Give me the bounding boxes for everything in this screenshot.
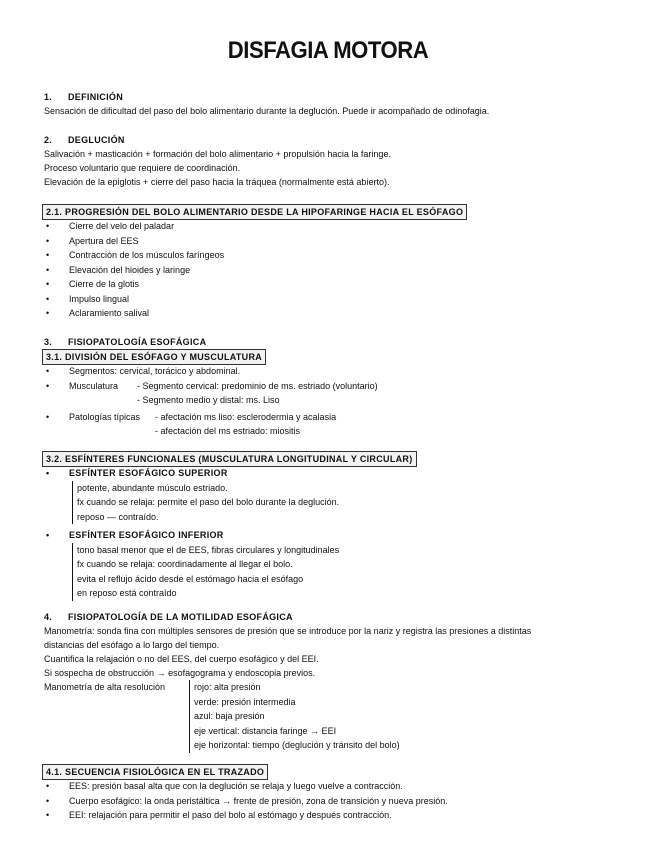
bracket-line: fx cuando se relaja: coordinadamente al llegar el bolo.	[77, 559, 293, 569]
bracket-line: fx cuando se relaja: permite el paso del bolo durante la deglución.	[77, 497, 340, 507]
page-title: DISFAGIA MOTORA	[227, 37, 429, 64]
subsection-heading-box: 2.1. PROGRESIÓN DEL BOLO ALIMENTARIO DESDE LA HIPOFARINGE HACIA EL ESÓFAGO	[42, 204, 467, 220]
bracket-line: reposo — contraído.	[77, 511, 159, 522]
list-item: • Apertura del EES	[44, 234, 636, 249]
section-heading: 3. FISIOPATOLOGÍA ESOFÁGICA	[44, 337, 207, 347]
list-item: • ESFÍNTER ESOFÁGICO INFERIOR	[44, 528, 636, 543]
list-item: • ESFÍNTER ESOFÁGICO SUPERIOR	[44, 466, 636, 481]
list-item: • Elevación del hioides y laringe	[44, 263, 636, 278]
bracket-line: en reposo está contraído	[77, 588, 177, 598]
high-resolution-block	[44, 680, 636, 752]
paragraph-line: Elevación de la epiglotis + cierre del paso hacia la tráquea (normalmente está abierto).	[44, 177, 390, 187]
list-item: • Musculatura - Segmento cervical: predominio de ms. estriado (voluntario)	[44, 379, 636, 394]
high-resolution-label: Manometría de alta resolución	[44, 682, 166, 692]
list-subline: - afectación del ms estriado: miositis	[155, 426, 301, 436]
section-fisiopatologia	[44, 335, 636, 349]
section-definicion	[44, 90, 636, 118]
list-item: • Cierre de la glotis	[44, 277, 636, 292]
bracket-line: tono basal menor que el de EES, fibras circulares y longitudinales	[77, 544, 340, 555]
sphincters-block	[44, 466, 636, 601]
section-heading: 2. DEGLUCIÓN	[44, 135, 125, 145]
bracket-line: rojo: alta presión	[194, 682, 261, 692]
section-motilidad	[44, 610, 636, 752]
list-subline: - Segmento medio y distal: ms. Liso	[137, 395, 280, 405]
bracket-line: eje vertical: distancia faringe → EEI	[194, 725, 337, 736]
bracket-group	[72, 543, 636, 601]
section-heading: 1. DEFINICIÓN	[44, 92, 124, 102]
bracket-group	[189, 680, 400, 753]
bracket-line: evita el reflujo ácido desde el estómago hacia el esófago	[77, 573, 304, 584]
paragraph-line: distancias del esófago a lo largo del tiempo.	[44, 640, 220, 650]
list-item: • EEI: relajación para permitir el paso del bolo al estómago y después contracción.	[44, 808, 636, 823]
paragraph-line: Proceso voluntario que requiere de coordinación.	[44, 163, 241, 173]
bracket-line: eje horizontal: tiempo (deglución y tránsito del bolo)	[194, 740, 400, 750]
paragraph-line: Si sospecha de obstrucción → esofagograma y endoscopia previos.	[44, 668, 316, 678]
bracket-line: verde: presión intermedia	[194, 696, 296, 707]
list-item: • Contracción de los músculos faríngeos	[44, 248, 636, 263]
list-item: • Cuerpo esofágico: la onda peristáltica → frente de presión, zona de transición y nueva presión.	[44, 794, 636, 809]
paragraph-line: Salivación + masticación + formación del bolo alimentario + propulsión hacia la faringe.	[44, 149, 391, 159]
section-heading: 4. FISIOPATOLOGÍA DE LA MOTILIDAD ESOFÁGICA	[44, 612, 293, 622]
list-item: • Cierre del velo del paladar	[44, 219, 636, 234]
list-item: • Impulso lingual	[44, 292, 636, 307]
subsection-heading-box: 4.1. SECUENCIA FISIOLÓGICA EN EL TRAZADO	[42, 764, 268, 780]
list-item: • EES: presión basal alta que con la deglución se relaja y luego vuelve a contracción.	[44, 779, 636, 794]
list-item: • Segmentos: cervical, torácico y abdominal.	[44, 364, 636, 379]
progression-list	[44, 219, 636, 321]
list-item: • Aclaramiento salival	[44, 306, 636, 321]
bracket-group	[72, 481, 636, 525]
list-item: • Patologías típicas - afectación ms liso: esclerodermia y acalasia	[44, 410, 636, 425]
division-block	[44, 364, 636, 439]
section-deglucion	[44, 133, 636, 189]
bracket-line: azul: baja presión	[194, 711, 265, 721]
subsection-heading-box: 3.2. ESFÍNTERES FUNCIONALES (MUSCULATURA LONGITUDINAL Y CIRCULAR)	[42, 451, 417, 467]
sequence-list	[44, 779, 636, 823]
paragraph-line: Manometría: sonda fina con múltiples sensores de presión que se introduce por la nariz y registra las presiones a distintas	[44, 626, 532, 636]
bracket-line: potente, abundante músculo estriado.	[77, 482, 228, 493]
paragraph-line: Cuantifica la relajación o no del EES, del cuerpo esofágico y del EEI.	[44, 654, 319, 664]
subsection-heading-box: 3.1. DIVISIÓN DEL ESÓFAGO Y MUSCULATURA	[42, 349, 266, 365]
definition-text: Sensación de dificultad del paso del bolo alimentario durante la deglución. Puede ir acompañado de odinofagia.	[44, 106, 490, 116]
